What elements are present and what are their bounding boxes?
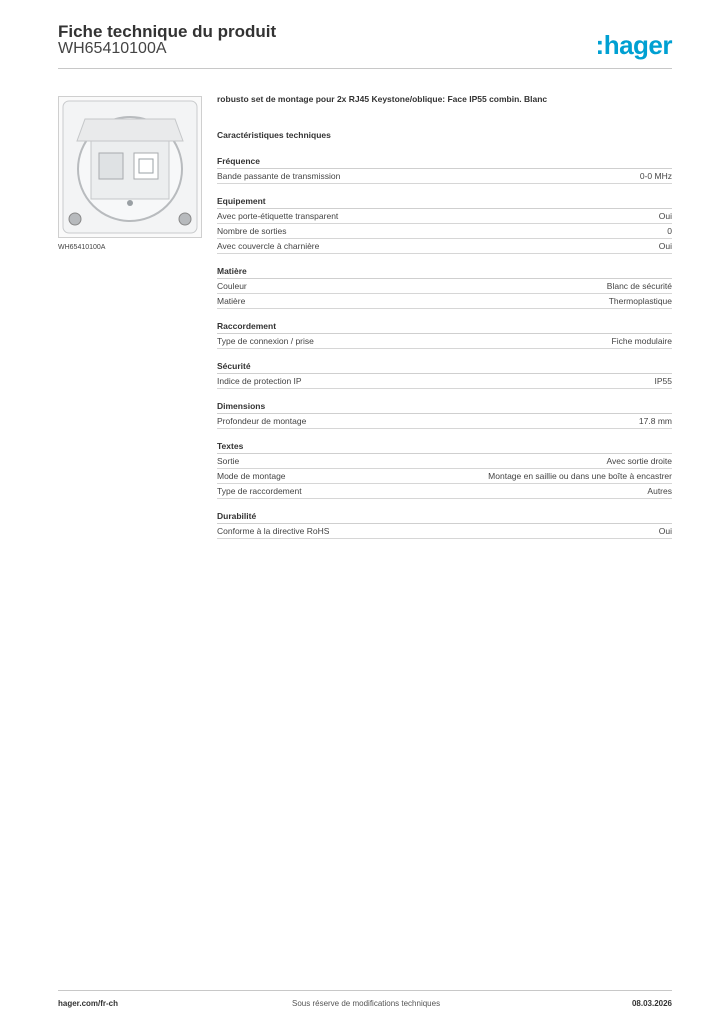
spec-group <box>217 441 672 499</box>
footer-website: hager.com/fr-ch <box>58 999 119 1008</box>
spec-label: Indice de protection IP <box>217 376 302 386</box>
spec-group-title: Matière <box>217 266 672 279</box>
spec-row <box>217 279 672 294</box>
spec-group <box>217 401 672 429</box>
section-title: Caractéristiques techniques <box>217 130 331 140</box>
image-caption: WH65410100A <box>58 244 106 251</box>
spec-row <box>217 524 672 539</box>
spec-value: 0-0 MHz <box>639 171 672 181</box>
spec-value: Oui <box>658 241 672 251</box>
header-divider <box>58 68 672 69</box>
spec-label: Type de raccordement <box>217 486 302 496</box>
spec-value: Autres <box>647 486 672 496</box>
spec-group <box>217 196 672 254</box>
spec-value: Oui <box>658 526 672 536</box>
spec-group <box>217 266 672 309</box>
spec-group <box>217 361 672 389</box>
spec-row <box>217 454 672 469</box>
spec-group <box>217 511 672 539</box>
spec-group-title: Fréquence <box>217 156 672 169</box>
spec-row <box>217 224 672 239</box>
spec-row <box>217 239 672 254</box>
spec-value: Thermoplastique <box>608 296 672 306</box>
spec-label: Avec porte-étiquette transparent <box>217 211 339 221</box>
product-image <box>58 96 202 238</box>
spec-group-title: Durabilité <box>217 511 672 524</box>
spec-value: Avec sortie droite <box>606 456 672 466</box>
spec-group-title: Raccordement <box>217 321 672 334</box>
footer-disclaimer: Sous réserve de modifications techniques <box>292 999 441 1008</box>
spec-label: Couleur <box>217 281 247 291</box>
spec-label: Avec couvercle à charnière <box>217 241 320 251</box>
spec-row <box>217 414 672 429</box>
spec-group <box>217 321 672 349</box>
spec-row <box>217 484 672 499</box>
spec-label: Mode de montage <box>217 471 286 481</box>
spec-label: Conforme à la directive RoHS <box>217 526 330 536</box>
spec-value: Fiche modulaire <box>611 336 672 346</box>
product-illustration <box>59 97 201 237</box>
spec-content <box>217 94 672 551</box>
spec-value: Oui <box>658 211 672 221</box>
spec-value: 17.8 mm <box>638 416 672 426</box>
spec-value: 0 <box>667 226 672 236</box>
spec-label: Profondeur de montage <box>217 416 307 426</box>
spec-row <box>217 294 672 309</box>
spec-row <box>217 334 672 349</box>
spec-label: Sortie <box>217 456 240 466</box>
spec-row <box>217 374 672 389</box>
hager-logo: :hager <box>595 30 672 60</box>
spec-label: Matière <box>217 296 246 306</box>
spec-group-title: Equipement <box>217 196 672 209</box>
spec-group-title: Sécurité <box>217 361 672 374</box>
spec-row <box>217 469 672 484</box>
spec-group-title: Textes <box>217 441 672 454</box>
footer-divider <box>58 990 672 991</box>
spec-label: Bande passante de transmission <box>217 171 341 181</box>
spec-value: Blanc de sécurité <box>606 281 672 291</box>
footer-date: 08.03.2026 <box>631 999 672 1008</box>
spec-group <box>217 156 672 184</box>
spec-label: Type de connexion / prise <box>217 336 314 346</box>
spec-row <box>217 209 672 224</box>
document-title: Fiche technique du produit <box>58 22 277 41</box>
spec-value: IP55 <box>654 376 672 386</box>
product-code: WH65410100A <box>58 40 167 57</box>
spec-group-title: Dimensions <box>217 401 672 414</box>
spec-row <box>217 169 672 184</box>
spec-groups <box>217 156 672 539</box>
product-description: robusto set de montage pour 2x RJ45 Keystone/oblique: Face IP55 combin. Blanc <box>217 94 548 104</box>
spec-label: Nombre de sorties <box>217 226 287 236</box>
spec-value: Montage en saillie ou dans une boîte à encastrer <box>488 471 672 481</box>
